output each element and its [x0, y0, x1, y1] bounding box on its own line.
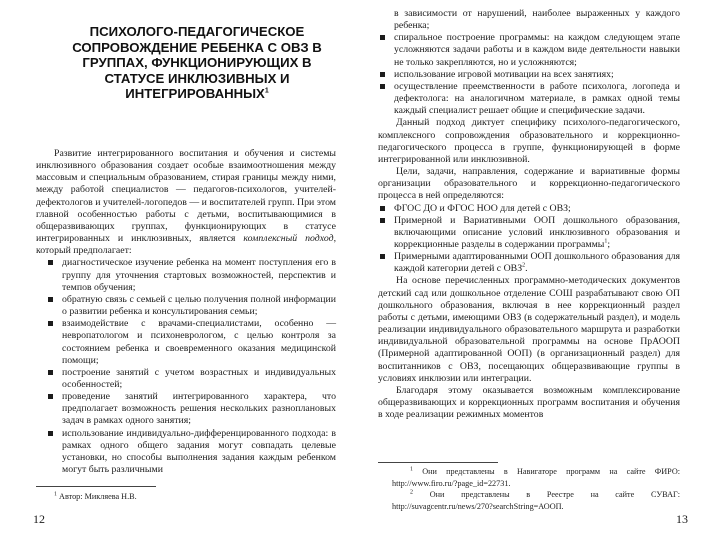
bullet-square-icon [48, 297, 53, 302]
list-item-text: взаимодействие с врачами-специалистами, особенно — невропатологом и психоневрологом, с целью контроля за состоянием ребенка и своевременного оказания медицинской помощи; [62, 318, 336, 366]
documents-list [378, 203, 680, 276]
approach-list [46, 257, 336, 476]
list-continuation: в зависимости от нарушений, наиболее выраженных у каждого ребенка; [394, 8, 680, 32]
list-item-text: Примерной и Вариативными ООП дошкольного образования, включающими описание условий инклюзивного образования и коррекционные разделы в содержании программы [394, 214, 680, 250]
list-item-text: ФГОС ДО и ФГОС НОО для детей с ОВЗ; [394, 202, 571, 214]
footnote-divider [36, 486, 156, 487]
footnote-divider [378, 462, 498, 463]
list-item [46, 294, 336, 318]
bullet-square-icon [48, 431, 53, 436]
list-item-text: Примерными адаптированными ООП дошкольного образования для каждой категории детей с ОВЗ [394, 251, 680, 275]
right-footnotes [392, 466, 680, 512]
list-item-text: спиральное построение программы: на каждом следующем этапе усложняются задачи работы и в каждом виде деятельности навыки не только закрепляются, но и усложняются; [394, 32, 680, 68]
footnote [54, 491, 324, 503]
list-item-text: использование игровой мотивации на всех занятиях; [394, 68, 614, 80]
list-item [46, 318, 336, 367]
left-text-column [36, 148, 336, 476]
right-page [356, 0, 712, 540]
list-item-text: осуществление преемственности в работе психолога, логопеда и дефектолога: на аналогичном материале, в рамках одной темы каждый специалист решает общие и специфические задачи. [394, 80, 680, 117]
footnote-mark: 2 [410, 489, 413, 496]
paragraph: На основе перечисленных программно-методических документов детский сад или дошкольное отделение СОШ разрабатывают свою ОП дошкольного образования, включая в нее коррекционный раздел работы с детьми, имеющими ОВЗ (в содержательный раздел), и модель реализации индивидуального образовательного маршрута и разработки индивидуальной образовательной программы на основе ПрАООП (Примерной адаптированной ООП) (в организационный раздел) для воспитанников с ОВЗ, посещающих общеразвивающие группы в условиях инклюзии или интеграции. [378, 275, 680, 384]
list-item-text: использование индивидуально-дифференцированного подхода: в рамках одного общего задания могут совпадать целевые установки, но способы выполнения задания каждым ребенком могут быть различными [62, 427, 336, 476]
left-footnote [54, 491, 324, 503]
list-item [46, 257, 336, 293]
list-item-text: обратную связь с семьей с целью получения полной информации о развитии ребенка и консультирования семьи; [62, 293, 336, 318]
intro-paragraph [36, 148, 336, 257]
footnote-text: Они представлены в Навигаторе программ на сайте ФИРО: http://www.firo.ru/?page_id=22731. [392, 467, 681, 488]
list-item [378, 81, 680, 117]
list-item [378, 32, 680, 68]
paragraph: Благодаря этому оказывается возможным комплексирование общеразвивающих и коррекционных программ воспитания и обучения в ходе реализации режимных моментов [378, 384, 680, 421]
footnote-text: Автор: Микляева Н.В. [59, 492, 137, 501]
chapter-title-text: ПСИХОЛОГО-ПЕДАГОГИЧЕСКОЕ СОПРОВОЖДЕНИЕ РЕБЕНКА С ОВЗ В ГРУППАХ, ФУНКЦИОНИРУЮЩИХ В СТАТУСЕ ИНКЛЮЗИВНЫХ И ИНТЕГРИРОВАННЫХ [72, 24, 322, 101]
list-item: Примерными адаптированными ООП дошкольного образования для каждой категории детей с ОВЗ$^2$. [378, 251, 680, 275]
bullet-square-icon [48, 394, 53, 399]
footnote-mark: 1 [410, 466, 413, 473]
chapter-title [56, 24, 338, 102]
bullet-square-icon [380, 218, 385, 223]
list-item [378, 69, 680, 81]
right-text-column [378, 8, 680, 421]
list-item [46, 367, 336, 391]
footnote [392, 489, 680, 512]
paragraph: Данный подход диктует специфику психолого-педагогического, комплексного сопровождения образовательного и коррекционно-педагогического процесса в группе, функционирующей в форме интегрированной или инклюзивной. [378, 117, 680, 165]
footnote-mark: 1 [54, 491, 57, 498]
page-number: 12 [33, 512, 45, 526]
approach-list-continued [378, 32, 680, 117]
bullet-square-icon [380, 206, 385, 211]
bullet-square-icon [48, 321, 53, 326]
list-item [46, 391, 336, 427]
paragraph: Цели, задачи, направления, содержание и вариативные формы организации образовательного и коррекционно-педагогического процесса в ней определяются: [378, 166, 680, 202]
list-item: Примерной и Вариативными ООП дошкольного образования, включающими описание условий инклюзивного образования и коррекционные разделы в содержании программы$^1$; [378, 215, 680, 251]
bullet-square-icon [380, 254, 385, 259]
page-number: 13 [676, 512, 688, 526]
bullet-square-icon [380, 84, 385, 89]
footnote-ref: 1 [604, 238, 608, 245]
bullet-square-icon [48, 370, 53, 375]
footnote-ref: 2 [522, 263, 526, 270]
footnote-text: Они представлены в Реестре на сайте СУВАГ: http://suvagcentr.ru/news/270?searchString=АООП. [392, 490, 680, 511]
bullet-square-icon [48, 260, 53, 265]
list-item [378, 203, 680, 215]
intro-text-end: , который предполагает: [36, 233, 337, 257]
intro-text: Развитие интегрированного воспитания и обучения и системы инклюзивного образования создает особые взаимоотношения между массовым и специальным образованием, стирая границы между ними, между работой специалистов — педагогов-психологов, учителей-дефектологов и учителей-логопедов — и воспитателей групп. При этом главной особенностью работы с детьми, воспитывающимися в общеразвивающих группах, функционирующих в статусе интегрированных и инклюзивных, является [36, 148, 336, 245]
bullet-square-icon [380, 35, 385, 40]
bullet-square-icon [380, 72, 385, 77]
list-item-text: построение занятий с учетом возрастных и индивидуальных особенностей; [62, 366, 336, 390]
footnote [392, 466, 680, 489]
list-item [46, 428, 336, 477]
list-item-text: диагностическое изучение ребенка на момент поступления его в группу для уточнения стартовых возможностей, перспектив и темпов обучения; [62, 257, 336, 293]
title-footnote-mark: 1 [264, 87, 269, 95]
intro-emphasis: комплексный подход [243, 233, 334, 245]
list-item-text: проведение занятий интегрированного характера, что предполагает возможность решения нескольких разноплановых задач в рамках одного занятия; [62, 391, 336, 427]
